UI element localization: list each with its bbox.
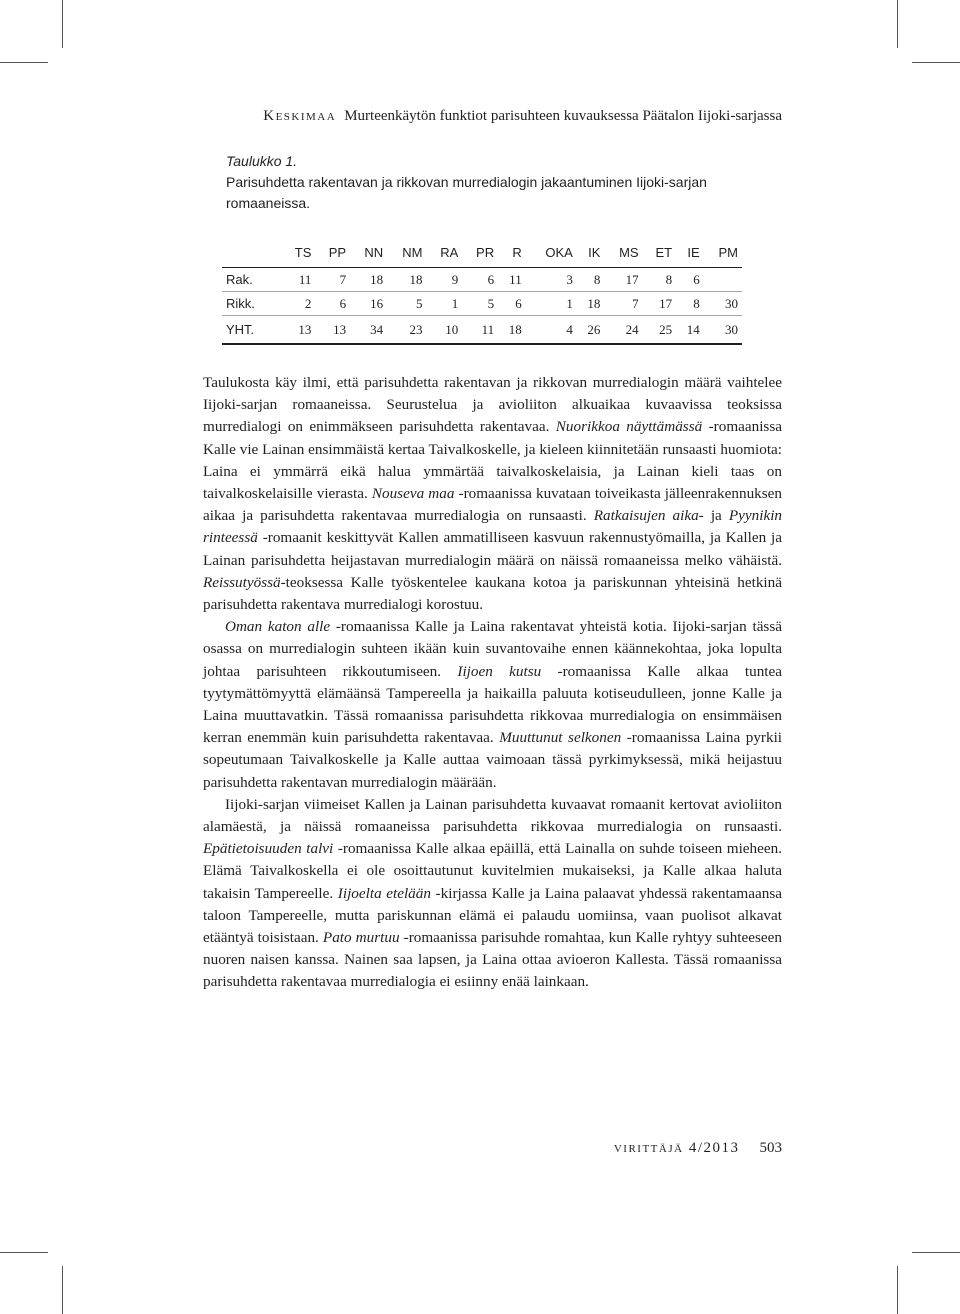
column-header: TS (282, 238, 316, 268)
column-header: OKA (526, 238, 577, 268)
table-cell: 7 (604, 292, 642, 316)
table-cell: 24 (604, 316, 642, 345)
running-head-title: Murteenkäytön funktiot parisuhteen kuvauksessa Päätalon Iijoki-sarjassa (344, 108, 782, 124)
table-cell: 6 (315, 292, 350, 316)
table-cell: 30 (704, 292, 742, 316)
text-run: -romaanissa Kalle alkaa tuntea tyytymättömyyttä elämäänsä Tampereella ja haikailla paluuta kotiseudulleen, jonne Kalle ja Laina muuttavatkin. Tässä romaanissa parisuhdetta rikkovaa murredialogia on ensimmäisen kerran enemmän kuin parisuhdetta rakentavaa. (203, 662, 782, 747)
text-run: -romaanissa Kalle ja Laina rakentavat yhteistä kotia. Iijoki-sarjan tässä osassa on murredialogin suhteen ikään kuin suvantovaihe ennen käännekohtaa, joka lopulta johtaa parisuhteen rikkoutumiseen. (203, 618, 782, 680)
table-cell: 23 (387, 316, 426, 345)
table-cell: 11 (498, 268, 526, 292)
table-cell: 13 (282, 316, 316, 345)
data-table (222, 238, 742, 345)
row-label: Rikk. (222, 292, 282, 316)
work-title: Muuttunut selkonen (499, 729, 622, 747)
column-header: IE (676, 238, 704, 268)
table-cell: 30 (704, 316, 742, 345)
table-cell: 7 (315, 268, 350, 292)
table-cell: 18 (387, 268, 426, 292)
table-cell: 16 (350, 292, 387, 316)
table-corner-cell (222, 238, 282, 268)
running-head (250, 108, 782, 125)
column-header: IK (577, 238, 605, 268)
body-paragraph (203, 372, 782, 616)
table-cell: 3 (526, 268, 577, 292)
table-cell: 10 (426, 316, 462, 345)
table-cell: 13 (315, 316, 350, 345)
table-cell: 5 (462, 292, 498, 316)
row-label: Rak. (222, 268, 282, 292)
table-cell: 1 (426, 292, 462, 316)
table-cell: 6 (676, 268, 704, 292)
table-cell (704, 268, 742, 292)
work-title: Pyynikin rinteessä (203, 507, 783, 547)
page-number: 503 (759, 1140, 782, 1156)
table-cell: 25 (643, 316, 677, 345)
table-row (222, 268, 742, 292)
table-cell: 34 (350, 316, 387, 345)
row-label: YHT. (222, 316, 282, 345)
column-header: R (498, 238, 526, 268)
column-header: PP (315, 238, 350, 268)
table-cell: 2 (282, 292, 316, 316)
crop-mark (0, 1252, 48, 1253)
crop-mark (897, 0, 898, 48)
table-cell: 11 (282, 268, 316, 292)
work-title: Ratkaisujen aika- (593, 507, 704, 525)
column-header: NM (387, 238, 426, 268)
crop-mark (897, 1266, 898, 1314)
column-header: MS (604, 238, 642, 268)
crop-mark (912, 62, 960, 63)
work-title: Epätietoisuuden talvi (203, 840, 334, 858)
column-header: PR (462, 238, 498, 268)
body-paragraph (203, 616, 782, 794)
table-caption (226, 151, 786, 214)
table-cell: 18 (577, 292, 605, 316)
text-run: Iijoki-sarjan viimeiset Kallen ja Lainan parisuhdetta kuvaavat romaanit kertovat avioliiton alamäestä, ja näissä romaaneissa parisuhdetta rikkovaa murredialogia on runsaasti. (203, 795, 782, 836)
table-cell: 4 (526, 316, 577, 345)
table-cell: 26 (577, 316, 605, 345)
table-cell: 5 (387, 292, 426, 316)
table-cell: 11 (462, 316, 498, 345)
work-title: Pato murtuu (322, 929, 400, 947)
table-cell: 8 (643, 268, 677, 292)
work-title: Nuorikkoa näyttämässä (555, 418, 703, 436)
text-run: -romaanissa Kalle alkaa epäillä, että Lainalla on suhde toiseen mieheen. Elämä Taivalkoskella ei ole osoittautunut kuvitelmien mukaiseksi, ja Kalle alkaa haluta takaisin Tampereelle. (203, 840, 782, 902)
table-cell: 6 (498, 292, 526, 316)
text-run: -romaanit keskittyvät Kallen ammatilliseen kasvuun rakennustyömailla, ja Kallen ja Lainan parisuhdetta heijastavan murredialogin määrä on näissä romaaneissa melko vähäistä. (203, 529, 782, 569)
table-header-row (222, 238, 742, 268)
table-row (222, 292, 742, 316)
footer-journal: virittäjä 4/2013 (613, 1140, 740, 1156)
crop-mark (0, 62, 48, 63)
table-row (222, 316, 742, 345)
work-title: Iijoelta etelään (337, 884, 431, 902)
work-title: Iijoen kutsu (457, 662, 542, 680)
running-head-author: Keskimaa (263, 108, 337, 124)
table-cell: 6 (462, 268, 498, 292)
table-cell: 8 (676, 292, 704, 316)
table-cell: 8 (577, 268, 605, 292)
text-run: -romaanissa kuvataan toiveikasta jälleenrakennuksen aikaa ja parisuhdetta rakentavaa murredialogia on runsaasti. (203, 485, 782, 525)
table-cell: 18 (350, 268, 387, 292)
body-paragraph (203, 794, 782, 994)
text-run: -romaanissa Laina pyrkii sopeutumaan Taivalkoskelle ja Kalle auttaa vaimoaan tässä pyrkimyksessä, mikä heijastuu parisuhdetta rakentavan murredialogin määrään. (203, 729, 783, 791)
table-cell: 9 (426, 268, 462, 292)
table-caption-text: Parisuhdetta rakentavan ja rikkovan murredialogin jakaantuminen Iijoki-sarjan romaaneissa. (226, 174, 707, 211)
table-cell: 18 (498, 316, 526, 345)
table-caption-label: Taulukko 1. (226, 153, 298, 169)
text-run: ja (703, 507, 729, 525)
crop-mark (62, 1266, 63, 1314)
data-table-wrapper (222, 238, 742, 345)
text-run: -romaanissa parisuhde romahtaa, kun Kalle ryhtyy suhteeseen nuoren naisen kanssa. Nainen saa lapsen, ja Laina ottaa avioeron Kallesta. Tässä romaanissa parisuhdetta rakentavaa murredialogia ei esiinny enää lainkaan. (203, 929, 782, 991)
crop-mark (912, 1252, 960, 1253)
column-header: PM (704, 238, 742, 268)
text-run: -teoksessa Kalle työskentelee kaukana kotoa ja pariskunnan yhteisinä hetkinä parisuhdetta rakentava murredialogi korostuu. (203, 573, 782, 614)
table-cell: 1 (526, 292, 577, 316)
text-run: -kirjassa Kalle ja Laina palaavat yhdessä rakentamaansa taloon Tampereelle, mutta pariskunnan elämä ei palaudu uomiinsa, vaan puolisot alkavat etääntyä toisistaan. (203, 884, 782, 947)
work-title: Reissutyössä (203, 573, 281, 591)
table-cell: 17 (643, 292, 677, 316)
work-title: Nouseva maa (371, 485, 455, 503)
text-run: -romaanissa Kalle vie Lainan ensimmäistä kertaa Taivalkoskelle, ja kieleen kiinnitetään runsaasti huomiota: Laina ei ymmärrä eikä halua ymmärtää taivalkoskelaisia, ja Lainan kieli taas on taivalkoskelaisille vierasta. (203, 418, 782, 503)
crop-mark (62, 0, 63, 48)
text-run: Taulukosta käy ilmi, että parisuhdetta rakentavan ja rikkovan murredialogin määrä vaihtelee Iijoki-sarjan romaaneissa. Seurustelua ja avioliiton alkuaikaa kuvaavissa teoksissa murredialogi on enimmäkseen parisuhdetta rakentavaa. (203, 374, 782, 436)
table-cell: 17 (604, 268, 642, 292)
column-header: NN (350, 238, 387, 268)
table-cell: 14 (676, 316, 704, 345)
page-footer (560, 1140, 782, 1157)
body-text (203, 372, 782, 994)
column-header: RA (426, 238, 462, 268)
work-title: Oman katon alle (225, 618, 331, 636)
column-header: ET (643, 238, 677, 268)
